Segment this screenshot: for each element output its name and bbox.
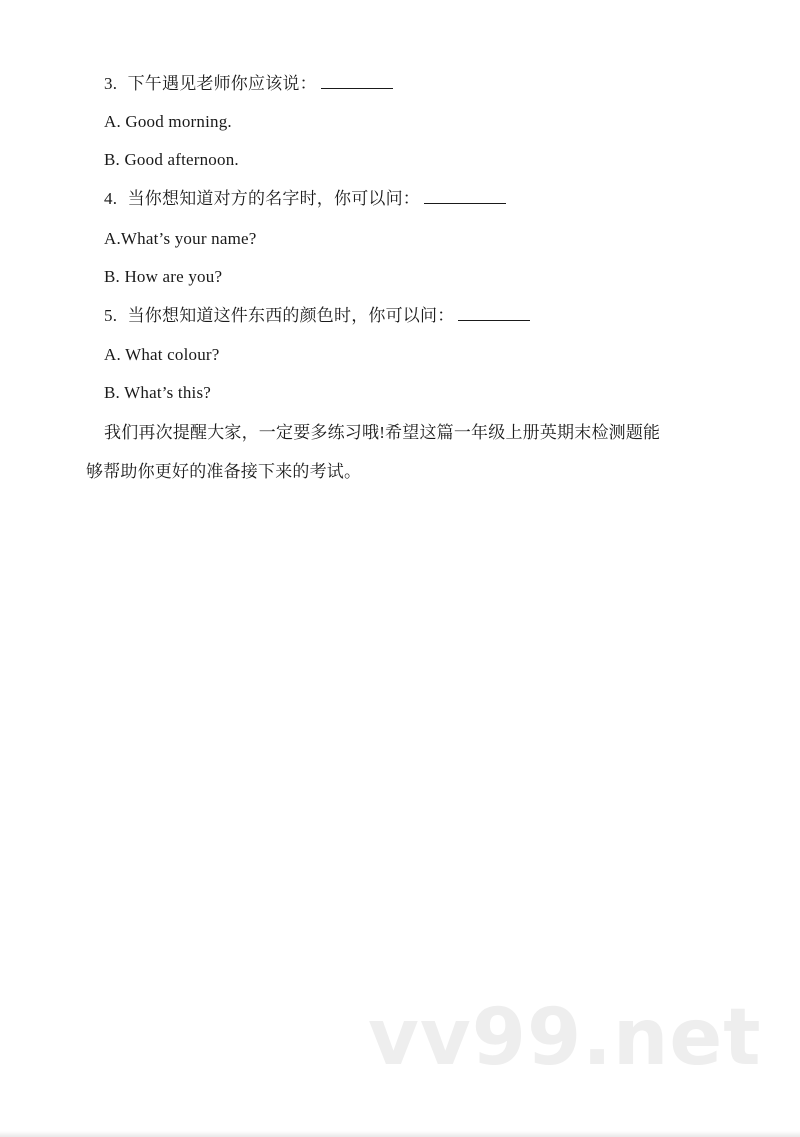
question-4 bbox=[104, 187, 506, 211]
question-5-option-b: B. What’s this? bbox=[104, 383, 212, 402]
question-4-option-b: B. How are you? bbox=[104, 267, 223, 286]
question-4-number: 4. bbox=[104, 189, 118, 208]
watermark: vv99.net bbox=[368, 993, 762, 1083]
question-5 bbox=[104, 304, 530, 328]
closing-paragraph-line-1: 我们再次提醒大家，一定要多练习哦!希望这篇一年级上册英期末检测题能 bbox=[104, 423, 661, 442]
question-3-option-b: B. Good afternoon. bbox=[104, 150, 239, 169]
question-5-option-a: A. What colour? bbox=[104, 345, 220, 364]
question-5-prompt: 当你想知道这件东西的颜色时，你可以问： bbox=[127, 306, 455, 325]
answer-blank-4 bbox=[424, 187, 506, 204]
question-5-number: 5. bbox=[104, 306, 118, 325]
question-3-prompt: 下午遇见老师你应该说： bbox=[127, 74, 317, 93]
question-3 bbox=[104, 72, 393, 96]
question-4-prompt: 当你想知道对方的名字时，你可以问： bbox=[127, 189, 421, 208]
closing-paragraph-line-2: 够帮助你更好的准备接下来的考试。 bbox=[86, 462, 362, 481]
answer-blank-5 bbox=[458, 304, 530, 321]
page-bottom-edge bbox=[0, 1131, 800, 1137]
question-3-option-a: A. Good morning. bbox=[104, 112, 232, 131]
question-4-option-a: A.What’s your name? bbox=[104, 229, 257, 248]
question-3-number: 3. bbox=[104, 74, 118, 93]
answer-blank-3 bbox=[321, 72, 393, 89]
